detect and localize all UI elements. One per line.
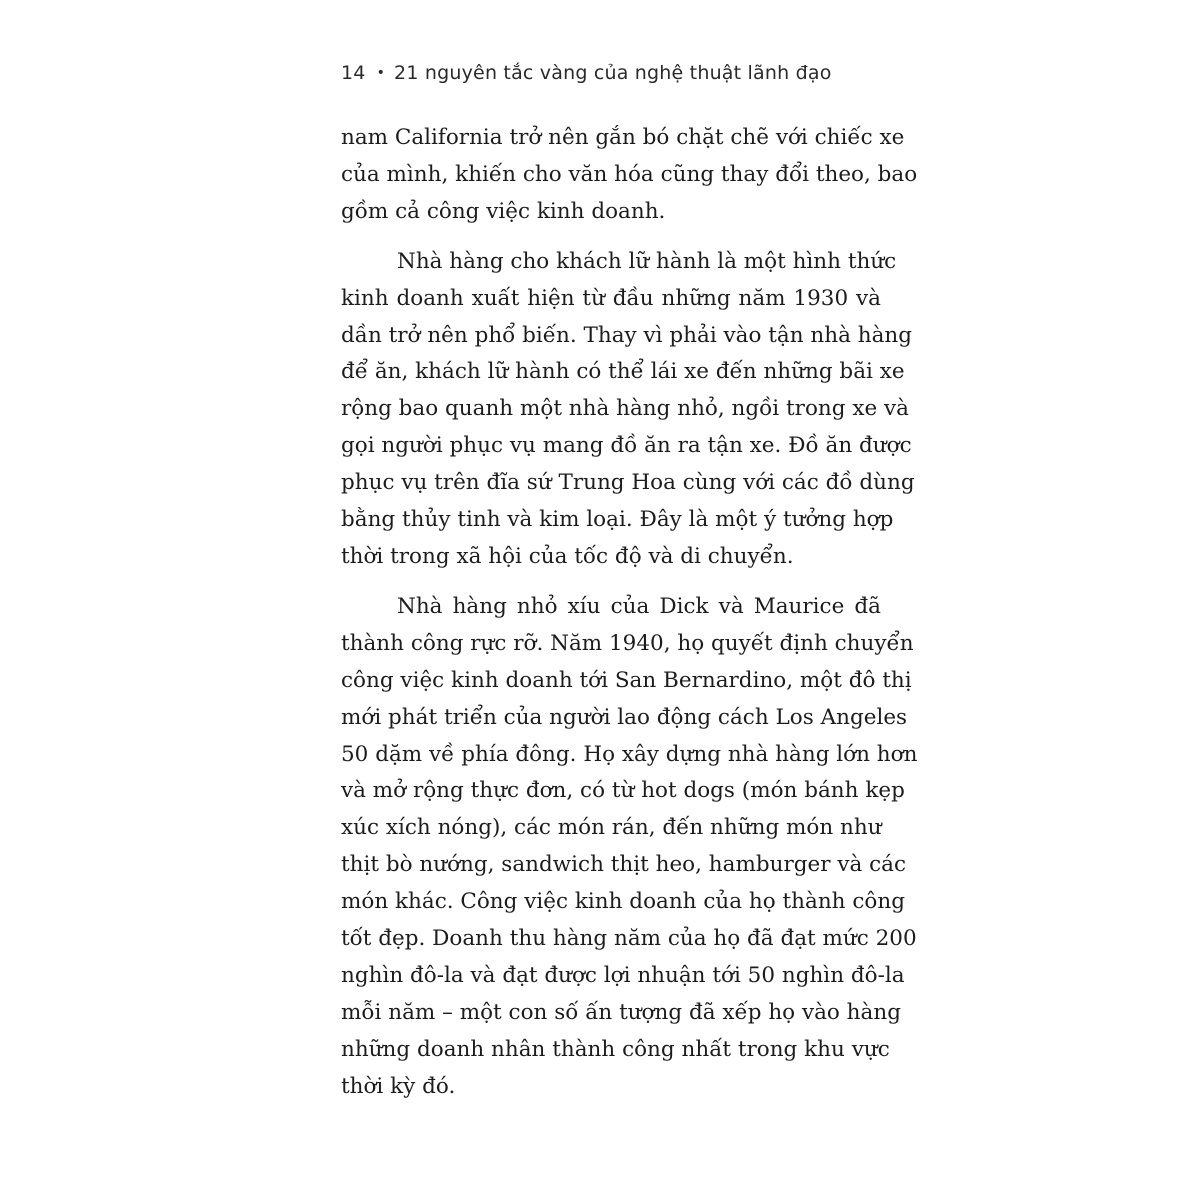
- paragraph-1: [341, 120, 918, 231]
- text-line: thành công rực rỡ. Năm 1940, họ quyết định chuyển: [341, 630, 914, 656]
- text-line: của mình, khiến cho văn hóa cũng thay đổi theo, bao: [341, 161, 918, 187]
- text-line: mỗi năm – một con số ấn tượng đã xếp họ vào hàng: [341, 999, 901, 1025]
- book-title: 21 nguyên tắc vàng của nghệ thuật lãnh đạo: [394, 62, 832, 84]
- text-line: những doanh nhân thành công nhất trong khu vực: [341, 1036, 890, 1062]
- text-line: mới phát triển của người lao động cách Los Angeles: [341, 704, 908, 730]
- text-line: tốt đẹp. Doanh thu hàng năm của họ đã đạt mức 200: [341, 926, 917, 952]
- text-line: nam California trở nên gắn bó chặt chẽ với chiếc xe: [341, 125, 905, 150]
- page-number: 14: [341, 62, 366, 84]
- text-line: thời trong xã hội của tốc độ và di chuyển.: [341, 543, 794, 569]
- text-line: Nhà hàng nhỏ xíu của Dick và Maurice đã: [397, 593, 881, 619]
- text-line: kinh doanh xuất hiện từ đầu những năm 1930 và: [341, 285, 881, 311]
- text-line: công việc kinh doanh tới San Bernardino, một đô thị: [341, 667, 912, 693]
- text-line: bằng thủy tinh và kim loại. Đây là một ý tưởng hợp: [341, 507, 894, 533]
- text-line: thịt bò nướng, sandwich thịt heo, hamburger và các: [341, 852, 907, 878]
- text-line: phục vụ trên đĩa sứ Trung Hoa cùng với các đồ dùng: [341, 470, 915, 496]
- text-line: và mở rộng thực đơn, có từ hot dogs (món bánh kẹp: [341, 778, 905, 804]
- text-line: gồm cả công việc kinh doanh.: [341, 198, 666, 224]
- paragraph-2: [341, 244, 915, 576]
- text-line: dần trở nên phổ biến. Thay vì phải vào tận nhà hàng: [341, 322, 913, 348]
- text-line: gọi người phục vụ mang đồ ăn ra tận xe. Đồ ăn được: [341, 433, 912, 459]
- text-line: món khác. Công việc kinh doanh của họ thành công: [341, 889, 905, 915]
- running-header: [341, 62, 832, 84]
- text-line: để ăn, khách lữ hành có thể lái xe đến những bãi xe: [341, 359, 905, 385]
- body-text: [341, 120, 918, 1119]
- text-line: xúc xích nóng), các món rán, đến những món như: [341, 815, 882, 841]
- header-separator: •: [376, 65, 386, 81]
- paragraph-3: [341, 589, 918, 1106]
- text-line: thời kỳ đó.: [341, 1073, 456, 1099]
- text-line: 50 dặm về phía đông. Họ xây dựng nhà hàng lớn hơn: [341, 741, 918, 767]
- text-line: nghìn đô-la và đạt được lợi nhuận tới 50 nghìn đô-la: [341, 962, 905, 988]
- text-line: Nhà hàng cho khách lữ hành là một hình thức: [397, 248, 897, 274]
- text-line: rộng bao quanh một nhà hàng nhỏ, ngồi trong xe và: [341, 396, 909, 422]
